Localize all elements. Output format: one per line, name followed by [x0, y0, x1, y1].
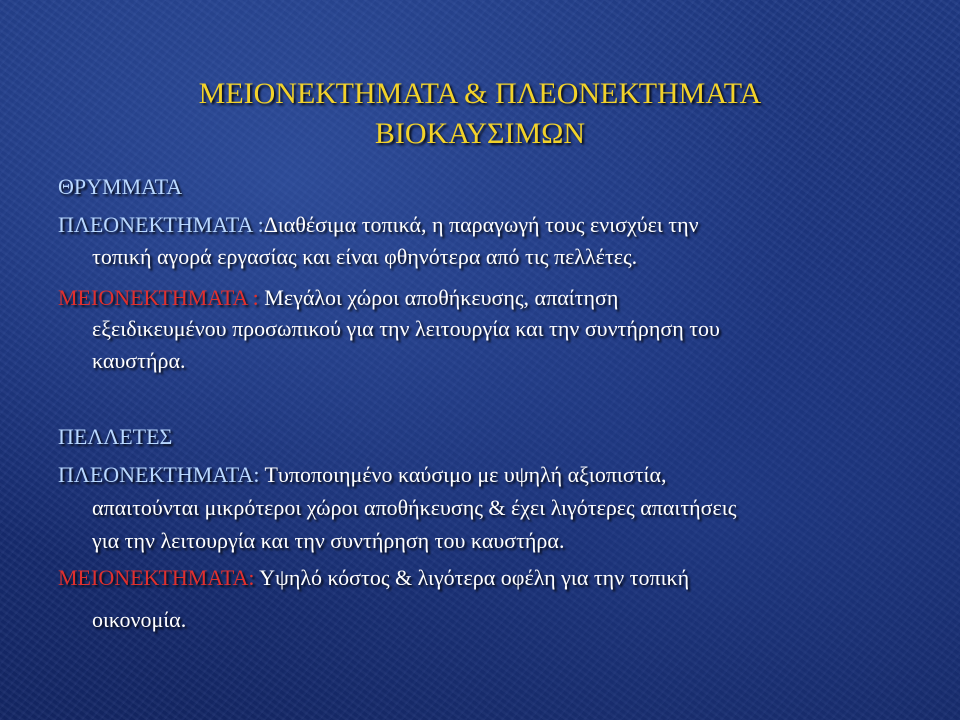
- section-heading-pellets: ΠΕΛΛΕΤΕΣ: [58, 424, 173, 449]
- wood-disadvantages-text-1: Μεγάλοι χώροι αποθήκευσης, απαίτηση: [258, 285, 619, 310]
- wood-disadvantages-label: ΜΕΙΟΝΕΚΤΗΜΑΤΑ :: [58, 285, 259, 310]
- wood-advantages-line1: [58, 211, 699, 239]
- pellets-advantages-line3: για την λειτουργία και την συντήρηση του καυστήρα.: [92, 528, 565, 553]
- pellets-advantages-text-1: Τυποποιημένο καύσιμο με υψηλή αξιοπιστία,: [259, 462, 667, 487]
- pellets-advantages-line2: απαιτούνται μικρότεροι χώροι αποθήκευσης & έχει λιγότερες απαιτήσεις: [92, 495, 737, 520]
- pellets-disadvantages-line2: οικονομία.: [92, 607, 187, 632]
- pellets-disadvantages-line1: [58, 564, 689, 592]
- wood-advantages-text-1: Διαθέσιμα τοπικά, η παραγωγή τους ενισχύει την: [263, 212, 699, 237]
- wood-disadvantages-line1: [58, 284, 618, 312]
- wood-disadvantages-line2: εξειδικευμένου προσωπικού για την λειτουργία και την συντήρηση του: [92, 316, 720, 341]
- pellets-advantages-line1: [58, 461, 667, 489]
- pellets-advantages-label: ΠΛΕΟΝΕΚΤΗΜΑΤΑ:: [58, 462, 260, 487]
- pellets-disadvantages-text-1: Υψηλό κόστος & λιγότερα οφέλη για την τοπική: [254, 565, 690, 590]
- slide-title-line2: ΒΙΟΚΑΥΣΙΜΩΝ: [374, 117, 586, 150]
- slide-title-line1: ΜΕΙΟΝΕΚΤΗΜΑΤΑ & ΠΛΕΟΝΕΚΤΗΜΑΤΑ: [198, 77, 762, 110]
- section-heading-wood-chips: ΘΡΥΜΜΑΤΑ: [58, 174, 183, 199]
- wood-disadvantages-line3: καυστήρα.: [92, 348, 186, 373]
- pellets-disadvantages-label: ΜΕΙΟΝΕΚΤΗΜΑΤΑ:: [58, 565, 255, 590]
- wood-advantages-label: ΠΛΕΟΝΕΚΤΗΜΑΤΑ :: [58, 212, 264, 237]
- wood-advantages-line2: τοπική αγορά εργασίας και είναι φθηνότερα από τις πελλέτες.: [92, 244, 638, 269]
